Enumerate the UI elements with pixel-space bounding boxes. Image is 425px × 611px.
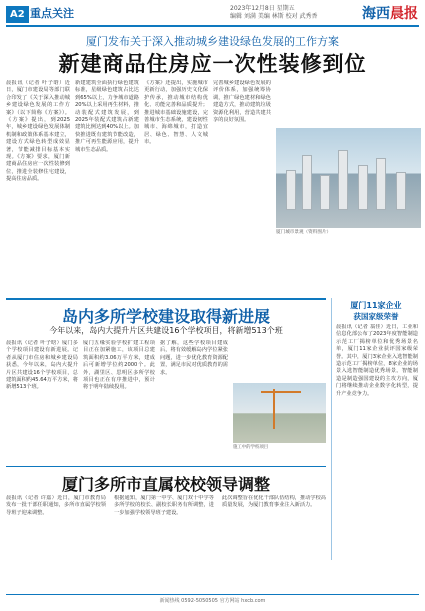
article2-title: 岛内多所学校建设取得新进展 [61, 307, 270, 326]
header-divider [6, 25, 419, 27]
article1-col2: 新建建筑全面执行绿色建筑标准，星级绿色建筑占比达到65%以上，力争城市道路20%以上采用再生材料，推动装配式建筑发展，到2025年装配式建筑占新建建筑比例达到40%以上。加快推进既有建筑节能改造，推广可再生能源应用，提升城市生态品质。 [75, 80, 139, 153]
article2-col3: 据了解，这些学校项目建成后，将有效缓解岛内学位紧张问题，进一步优化教育资源配置，满足市民对优质教育的需求。 [160, 340, 228, 376]
article2-col2: 厦门五缘实验学校扩建工程项目正在加紧施工，该项目总建筑面积约3.06万平方米，建成后可新增学位约2000个。此外，湖里区、思明区多所学校项目也正在有序推进中，预计将于明年陆续投用。 [83, 340, 155, 391]
article3-divider [6, 466, 326, 467]
article3-title: 厦门多所市直属校校领导调整 [61, 475, 270, 494]
newspaper-logo [362, 3, 420, 25]
page-tag: A2 [6, 6, 29, 23]
article3-col3: 此次调整旨在优化干部队伍结构，推动学校高质量发展，为厦门教育事业注入新活力。 [222, 495, 326, 509]
sidebar-body: 晨报讯（记者 翁佳）近日，工业和信息化部公布了2023年度智能制造示范工厂揭榜单位和优秀场景名单，厦门11家企业获评国家级荣誉。其中，厦门3家企业入选智能制造示范工厂揭榜单位，8家企业的场景入选智能制造优秀场景。智能制造是制造强国建设的主攻方向，厦门将继续推动企业数字化转型，提升产业竞争力。 [336, 324, 418, 397]
article1-col3: 《方案》还提出，实施城市更新行动，加强历史文化保护传承，推动城市结构优化、功能完善和品质提升；推进城市基础设施建设，完善城市生态系统，建设韧性城市、海绵城市，打造宜居、绿色、智慧、人文城市。 [144, 80, 208, 146]
logo-red: 晨报 [390, 6, 418, 22]
footer-text: 新闻热线 0592-5050505 官方网站 hxcb.com [159, 598, 266, 604]
city-photo [276, 128, 421, 228]
article1-col1: 晨报讯（记者 叶子晗）近日，厦门市建设局等部门联合印发了《关于深入推动城乡建设绿色发展的工作方案》（以下简称《方案》）。《方案》提出，到2025年，城乡建设绿色发展体制机制和政策体系基本建立，建设方式绿色转型成效显著，节能减排目标基本实现。《方案》要求，厦门新建商品住房应一次性装修到位，推进全装修住宅建设，提高住房品质。 [6, 80, 70, 183]
photo1-caption: 厦门城市景观（资料图片） [276, 230, 332, 235]
sidebar-title: 厦门11家企业 [350, 301, 402, 310]
article3-col2: 根据通知，厦门第一中学、厦门双十中学等多所学校的校长、副校长职务有所调整，进一步加强学校领导班子建设。 [114, 495, 214, 516]
date-line: 2023年12月8日 星期五 [230, 5, 295, 12]
photo2-caption: 施工中的学校项目 [233, 445, 269, 450]
date-meta [230, 5, 340, 21]
article2-col1: 晨报讯（记者 叶子晗）厦门多个学校项目建设有新进展。记者从厦门市住房和城乡建设局获悉，今年以来，岛内大提升片区共建设16个学校项目，总建筑面积约45.64万平方米，将新增513个班。 [6, 340, 78, 391]
article1-subtitle: 厦门发布关于深入推动城乡建设绿色发展的工作方案 [86, 35, 339, 48]
article1-col4: 完善城乡建设绿色发展的评价体系，加强统筹协调，推广绿色建材和绿色建造方式，推动建筑垃圾资源化利用，营造共建共享的良好氛围。 [213, 80, 271, 124]
editor-line: 编辑 刘满 美编 林斯 校对 武秀香 [230, 13, 318, 20]
school-photo [233, 383, 326, 443]
article2-subtitle: 今年以来，岛内大提升片区共建设16个学校项目，将新增513个班 [49, 326, 283, 335]
footer-divider [6, 594, 419, 595]
article1-title: 新建商品住房应一次性装修到位 [58, 52, 367, 76]
article2-divider [6, 298, 326, 300]
logo-main: 海西 [362, 6, 390, 22]
sidebar-title2: 获国家级荣誉 [353, 312, 399, 321]
article3-col1: 晨报讯（记者 许嘉）近日，厦门市教育局发布一批干部任职通知，多所市直属学校领导班子迎来调整。 [6, 495, 106, 516]
section-name: 重点关注 [30, 7, 74, 20]
